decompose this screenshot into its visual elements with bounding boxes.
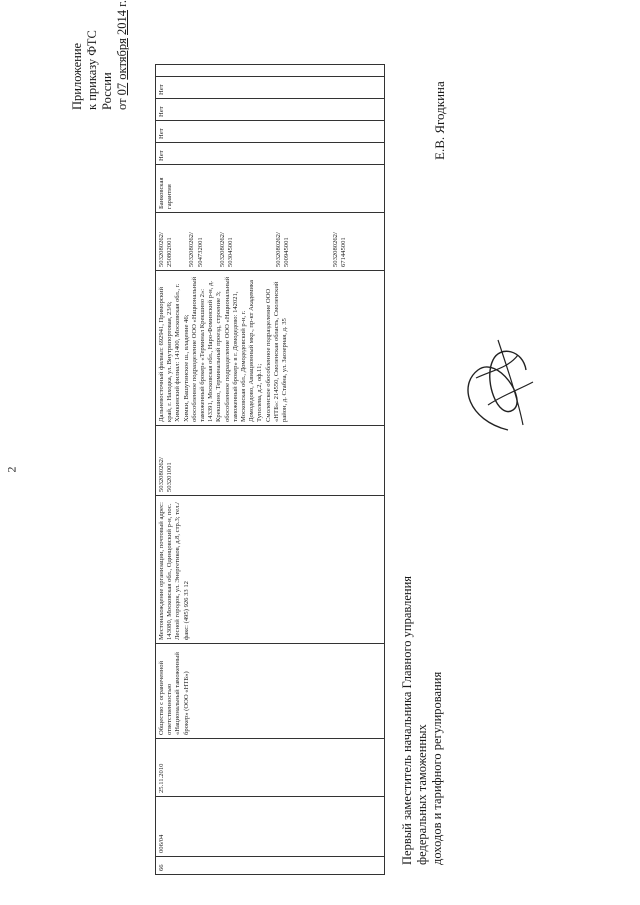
cell-reg-number: 006/04 [156, 797, 385, 857]
order-day: 07 [115, 82, 129, 96]
order-date-prefix: от [115, 98, 129, 110]
cell-branches [156, 271, 385, 426]
registry-table [155, 64, 385, 875]
order-month: октября [115, 38, 129, 80]
cell-flag-1: Нет [156, 143, 385, 165]
handwritten-signature [448, 330, 548, 440]
cell-date: 25.11.2010 [156, 739, 385, 797]
page-number: 2 [4, 466, 19, 473]
order-year-suffix: г. [115, 0, 129, 7]
cell-flag-3: Нет [156, 99, 385, 121]
branch-entry: обособленное подразделение ООО «Национальный таможенный брокер» «Терминал Крекшино 2»: 143391, Московская обл., Наро-Фоминский р-н, д. Крекшино, Терминальный проезд, строение 3; [190, 276, 223, 422]
cell-index: 66 [156, 857, 385, 875]
branch-kpp: 5032080262/ 500945001 [275, 232, 291, 267]
branch-entry: Дальневосточный филиал: 692941, Приморский край, г. Находка, ул. Внутрипортовая, 23/6; [158, 286, 174, 422]
branch-kpp: 5032080262/ 503045001 [218, 232, 235, 267]
branch-kpp: 5032080262/ 250802001 [158, 232, 174, 267]
position-line: Первый заместитель начальника Главного управления [400, 575, 414, 865]
appendix-order: к приказу ФТС России [85, 30, 114, 110]
cell-branch-kpps [156, 213, 385, 271]
cell-address: Местонахождение организации, почтовый адрес: 143080, Московская обл., Одинцовский р-н, пос. Лесной городок, ул. Энергетиков, д.8, стр.3; тел./факс: (495) 926 33 12 [156, 496, 385, 644]
branch-entry: Смоленское обособленное подразделение ООО «НТБ»: 214550, Смоленская область, Смоленский район, д. Стабна, ул. Заозерная, д. 35 [264, 281, 289, 422]
cell-name: Общество с ограниченной ответственностью «Национальный таможенный брокер» (ООО «НТБ») [156, 644, 385, 739]
signer-name: Е.В. Ягодкина [432, 81, 447, 160]
branch-kpp: 5032080262/ 504732001 [188, 232, 204, 267]
table-row [156, 65, 385, 875]
branch-kpp: 5032080262/ 671445001 [331, 232, 347, 267]
appendix-title: Приложение [70, 42, 84, 110]
order-year: 2014 [115, 9, 129, 35]
appendix-order-date [115, 0, 130, 110]
position-line: доходов и тарифного регулирования [430, 671, 444, 865]
branch-entry: обособленное подразделение ООО «Национальный таможенный брокер» в г. Домодедово: 142021, Московская обл., Домодедовский р-н, г. Домодедово, Авиационный мкр., пр-кт Академика Туполева, д.2, оф.11; [223, 276, 264, 422]
signatory-position [400, 525, 445, 865]
cell-flag-2: Нет [156, 121, 385, 143]
position-line: федеральных таможенных [415, 724, 429, 865]
appendix-header [70, 0, 130, 110]
cell-empty [156, 65, 385, 77]
branch-entry: Химкинский филиал: 141400, Московская обл., г. Химки, Вашутинское ш., владение 46; [174, 283, 190, 422]
cell-flag-4: Нет [156, 77, 385, 99]
cell-inn-kpp: 5032080262/ 503201001 [156, 426, 385, 496]
cell-guarantee: Банковская гарантия [156, 165, 385, 213]
